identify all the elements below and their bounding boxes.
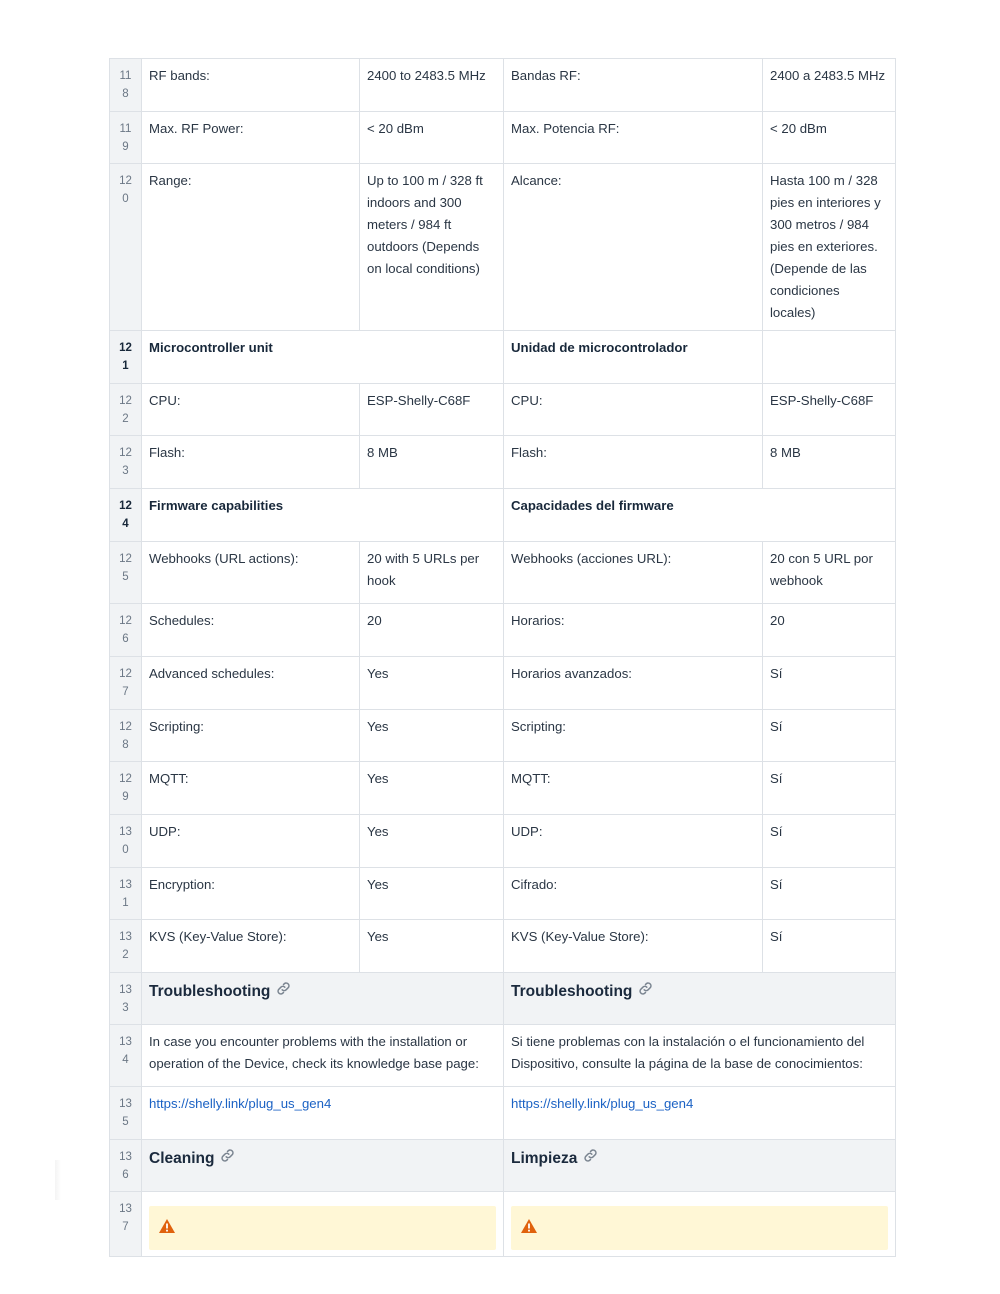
paragraph-es: Si tiene problemas con la instalación o el funcionamiento del Dispositivo, consulte la página de la base de conocimientos: (504, 1025, 896, 1087)
row-number (110, 436, 142, 489)
knowledge-base-link[interactable]: https://shelly.link/plug_us_gen4 (149, 1096, 332, 1111)
spec-value-en: < 20 dBm (360, 112, 504, 164)
warning-callout (149, 1206, 496, 1250)
bilingual-spec-table (109, 58, 896, 1257)
row-number-text: 125 (119, 553, 132, 583)
spec-value-es: Sí (763, 762, 896, 815)
table-row (110, 1192, 896, 1257)
spec-value-es: 20 con 5 URL por webhook (763, 542, 896, 604)
row-number (110, 384, 142, 436)
heading-text: Troubleshooting (511, 983, 633, 1001)
spec-label-es: MQTT: (504, 762, 763, 815)
row-number (110, 59, 142, 112)
row-number (110, 604, 142, 657)
spec-value-es: Sí (763, 868, 896, 920)
spec-value-es: ESP-Shelly-C68F (763, 384, 896, 436)
spec-value-en: Yes (360, 657, 504, 710)
row-number (110, 762, 142, 815)
heading-text: Limpieza (511, 1150, 578, 1168)
link-icon[interactable] (638, 981, 653, 1003)
spec-label-es: UDP: (504, 815, 763, 868)
heading-es (504, 1140, 896, 1192)
table-row (110, 604, 896, 657)
table-row (110, 762, 896, 815)
table-row (110, 710, 896, 762)
section-title-en: Firmware capabilities (142, 489, 504, 542)
table-row (110, 164, 896, 331)
spec-label-en: RF bands: (142, 59, 360, 112)
warning-cell-es (504, 1192, 896, 1257)
row-number-text: 135 (119, 1098, 132, 1128)
row-number (110, 1025, 142, 1087)
spec-label-en: Encryption: (142, 868, 360, 920)
spec-label-en: UDP: (142, 815, 360, 868)
spec-value-en: 8 MB (360, 436, 504, 489)
section-title-en: Microcontroller unit (142, 331, 504, 384)
section-title-es: Unidad de microcontrolador (504, 331, 763, 384)
row-number-text: 131 (119, 879, 132, 909)
warning-callout (511, 1206, 888, 1250)
row-number-text: 124 (119, 500, 132, 530)
table-row (110, 436, 896, 489)
spec-value-es: Sí (763, 657, 896, 710)
spec-label-es: Alcance: (504, 164, 763, 331)
knowledge-base-en (142, 1087, 504, 1140)
row-number (110, 1192, 142, 1257)
row-number (110, 331, 142, 384)
spec-label-en: Schedules: (142, 604, 360, 657)
spec-value-en: Yes (360, 868, 504, 920)
row-number-text: 134 (119, 1036, 132, 1066)
row-number-text: 123 (119, 447, 132, 477)
heading-en (142, 1140, 504, 1192)
heading-es (504, 973, 896, 1025)
spec-value-es: Hasta 100 m / 328 pies en interiores y 300 metros / 984 pies en exteriores. (Depende de las condiciones locales) (763, 164, 896, 331)
row-number-text: 122 (119, 395, 132, 425)
row-number (110, 1087, 142, 1140)
link-icon[interactable] (583, 1148, 598, 1170)
row-number (110, 112, 142, 164)
spec-value-en: 20 with 5 URLs per hook (360, 542, 504, 604)
spec-label-es: Webhooks (acciones URL): (504, 542, 763, 604)
table-row (110, 868, 896, 920)
spec-value-es: 2400 a 2483.5 MHz (763, 59, 896, 112)
row-number-text: 129 (119, 773, 132, 803)
row-number-text: 133 (119, 984, 132, 1014)
row-number (110, 973, 142, 1025)
spec-label-es: Cifrado: (504, 868, 763, 920)
warning-cell-en (142, 1192, 504, 1257)
spec-value-es: Sí (763, 710, 896, 762)
spec-label-en: Scripting: (142, 710, 360, 762)
spec-label-en: KVS (Key-Value Store): (142, 920, 360, 973)
table-row (110, 920, 896, 973)
link-icon[interactable] (276, 981, 291, 1003)
row-number (110, 657, 142, 710)
spec-label-es: CPU: (504, 384, 763, 436)
table-row (110, 331, 896, 384)
spec-value-en: Yes (360, 815, 504, 868)
row-number (110, 1140, 142, 1192)
row-number-text: 132 (119, 931, 132, 961)
spec-value-es: 8 MB (763, 436, 896, 489)
table-row (110, 815, 896, 868)
table-row (110, 489, 896, 542)
table-row (110, 1087, 896, 1140)
spec-label-en: MQTT: (142, 762, 360, 815)
row-number (110, 710, 142, 762)
spec-value-es: Sí (763, 815, 896, 868)
row-number-text: 119 (119, 123, 132, 153)
table-row (110, 542, 896, 604)
table-row (110, 1025, 896, 1087)
row-number-text: 118 (119, 70, 132, 100)
row-number-text: 128 (119, 721, 132, 751)
spec-value-en: Yes (360, 762, 504, 815)
spec-label-es: Horarios avanzados: (504, 657, 763, 710)
row-number-text: 120 (119, 175, 132, 205)
table-row (110, 112, 896, 164)
spec-value-en: 2400 to 2483.5 MHz (360, 59, 504, 112)
table-row (110, 59, 896, 112)
spec-label-es: Flash: (504, 436, 763, 489)
spec-label-es: Bandas RF: (504, 59, 763, 112)
spec-label-en: Advanced schedules: (142, 657, 360, 710)
knowledge-base-link[interactable]: https://shelly.link/plug_us_gen4 (511, 1096, 694, 1111)
table-row (110, 657, 896, 710)
table-row (110, 973, 896, 1025)
spec-label-es: KVS (Key-Value Store): (504, 920, 763, 973)
row-number-text: 130 (119, 826, 132, 856)
row-number-text: 126 (119, 615, 132, 645)
paragraph-en: In case you encounter problems with the installation or operation of the Device, check its knowledge base page: (142, 1025, 504, 1087)
spec-label-en: Flash: (142, 436, 360, 489)
spec-value-en: ESP-Shelly-C68F (360, 384, 504, 436)
section-title-es: Capacidades del firmware (504, 489, 896, 542)
row-number-text: 137 (119, 1203, 132, 1233)
row-number (110, 164, 142, 331)
table-row (110, 384, 896, 436)
row-number (110, 542, 142, 604)
row-number-text: 136 (119, 1151, 132, 1181)
spec-label-en: CPU: (142, 384, 360, 436)
spec-label-en: Max. RF Power: (142, 112, 360, 164)
row-number (110, 868, 142, 920)
heading-en (142, 973, 504, 1025)
heading-text: Troubleshooting (149, 983, 271, 1001)
spec-label-en: Webhooks (URL actions): (142, 542, 360, 604)
spec-value-en: 20 (360, 604, 504, 657)
spec-label-es: Scripting: (504, 710, 763, 762)
row-number (110, 815, 142, 868)
knowledge-base-es (504, 1087, 896, 1140)
table-row (110, 1140, 896, 1192)
spec-value-es: 20 (763, 604, 896, 657)
spec-label-es: Horarios: (504, 604, 763, 657)
row-number-text: 127 (119, 668, 132, 698)
link-icon[interactable] (220, 1148, 235, 1170)
spec-value-es: < 20 dBm (763, 112, 896, 164)
spec-value-es: Sí (763, 920, 896, 973)
row-number (110, 489, 142, 542)
row-number-text: 121 (119, 342, 132, 372)
spec-value-en: Yes (360, 920, 504, 973)
spec-label-en: Range: (142, 164, 360, 331)
heading-text: Cleaning (149, 1150, 215, 1168)
empty-cell (763, 331, 896, 384)
spec-value-en: Up to 100 m / 328 ft indoors and 300 meters / 984 ft outdoors (Depends on local conditions) (360, 164, 504, 331)
page-edge-shadow (55, 1160, 61, 1200)
row-number (110, 920, 142, 973)
spec-label-es: Max. Potencia RF: (504, 112, 763, 164)
spec-value-en: Yes (360, 710, 504, 762)
